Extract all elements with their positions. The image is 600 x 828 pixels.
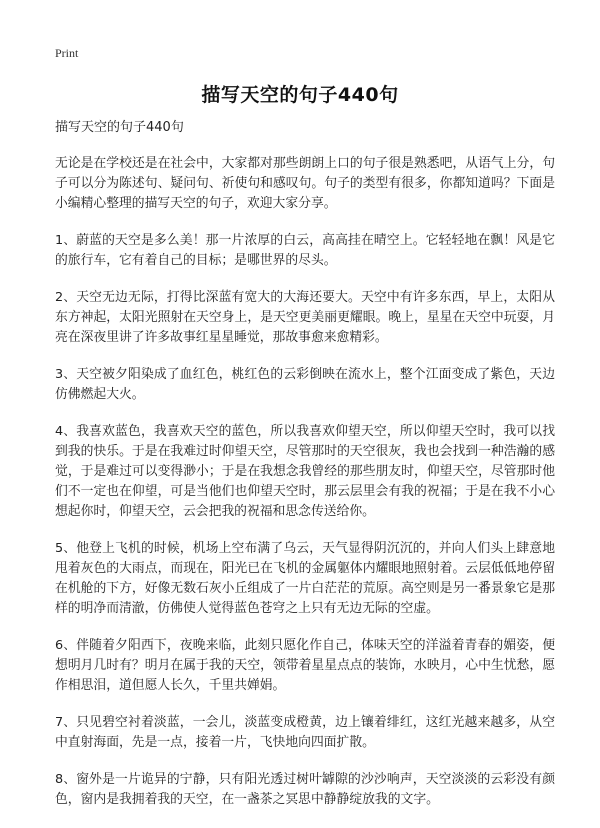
sentence-paragraph-5: 5、他登上飞机的时候，机场上空布满了乌云，天气显得阴沉沉的，并向人们头上肆意地甩着灰色的大雨点，而现在，阳光已在飞机的金属躯体内耀眼地照射着。云层低低地停留在机舱的下方，好像无数石灰小丘组成了一片白茫茫的荒原。高空则是另一番景象它是那样的明净而清澈，仿佛使人觉得蓝色苍穹之上只有无边无际的空虚。 — [55, 541, 555, 616]
sentence-paragraph-3: 3、天空被夕阳染成了血红色，桃红色的云彩倒映在流水上，整个江面变成了紫色，天边仿佛燃起大火。 — [55, 367, 555, 402]
sentence-paragraph-8: 8、窗外是一片诡异的宁静，只有阳光透过树叶罅隙的沙沙响声，天空淡淡的云彩没有颜色，窗内是我拥着我的天空，在一盏茶之冥思中静静绽放我的文字。 — [55, 772, 555, 807]
page-title: 描写天空的句子440句 — [201, 84, 399, 106]
article-body — [55, 118, 555, 827]
sentence-paragraph-6: 6、伴随着夕阳西下，夜晚来临，此刻只愿化作自己，体味天空的洋溢着青春的媚姿，便想明月几时有？明月在属于我的天空，领带着星星点点的装饰，水映月，心中生忧愁，愿作相思泪，道但愿人长久，千里共婵娟。 — [55, 638, 555, 693]
sentence-paragraph-7: 7、只见碧空衬着淡蓝，一会儿，淡蓝变成橙黄，边上镶着绯红，这红光越来越多，从空中直射海面，先是一点，接着一片，飞快地向四面扩散。 — [55, 715, 555, 750]
sentence-paragraph-4: 4、我喜欢蓝色，我喜欢天空的蓝色，所以我喜欢仰望天空，所以仰望天空时，我可以找到我的快乐。于是在我难过时仰望天空，尽管那时的天空很灰，我也会找到一种浩瀚的感觉，于是难过可以变得渺小；于是在我想念我曾经的那些朋友时，仰望天空，尽管那时他们不一定也在仰望，可是当他们也仰望天空时，那云层里会有我的祝福；于是在我不小心想起你时，仰望天空，云会把我的祝福和思念传送给你。 — [55, 424, 555, 519]
intro-paragraph: 无论是在学校还是在社会中，大家都对那些朗朗上口的句子很是熟悉吧，从语气上分，句子可以分为陈述句、疑问句、祈使句和感叹句。句子的类型有很多，你都知道吗？下面是小编精心整理的描写天空的句子，欢迎大家分享。 — [55, 156, 555, 211]
sentence-paragraph-2: 2、天空无边无际，打得比深蓝有宽大的大海还要大。天空中有许多东西，早上，太阳从东方神起，太阳光照射在天空身上，是天空更美丽更耀眼。晚上，星星在天空中玩耍，月亮在深夜里讲了许多故事红星星睡觉，那故事愈来愈精彩。 — [55, 290, 555, 345]
sentence-paragraph-1: 1、蔚蓝的天空是多么美！那一片浓厚的白云，高高挂在晴空上。它轻轻地在飘！风是它的旅行车，它有着自己的目标；是哪世界的尽头。 — [55, 233, 555, 268]
print-link[interactable]: Print — [55, 46, 79, 60]
article-subtitle: 描写天空的句子440句 — [55, 120, 184, 135]
